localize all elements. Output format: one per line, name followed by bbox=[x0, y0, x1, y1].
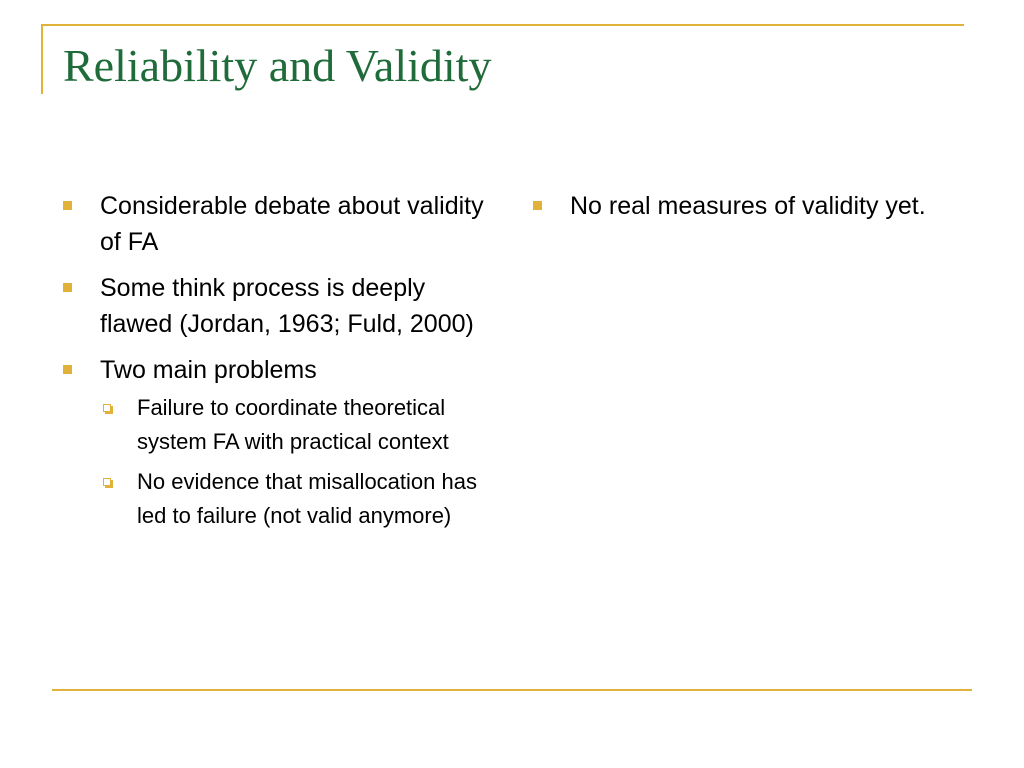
bullet-item bbox=[63, 270, 503, 342]
square-bullet-icon bbox=[533, 201, 542, 210]
right-bullet-list bbox=[533, 188, 973, 234]
sub-bullet-item bbox=[100, 391, 503, 459]
bottom-divider bbox=[52, 689, 972, 691]
left-divider bbox=[41, 24, 43, 94]
bullet-text: Two main problems bbox=[100, 356, 317, 384]
top-divider bbox=[41, 24, 964, 26]
bullet-item bbox=[63, 188, 503, 260]
hollow-square-bullet-icon bbox=[103, 404, 111, 412]
square-bullet-icon bbox=[63, 283, 72, 292]
bullet-text: No real measures of validity yet. bbox=[570, 192, 926, 220]
square-bullet-icon bbox=[63, 365, 72, 374]
bullet-item bbox=[63, 352, 503, 533]
sub-bullet-list bbox=[100, 391, 503, 533]
sub-bullet-text: No evidence that misallocation has led to failure (not valid anymore) bbox=[137, 469, 477, 528]
sub-bullet-text: Failure to coordinate theoretical system FA with practical context bbox=[137, 395, 449, 454]
sub-bullet-item bbox=[100, 465, 503, 533]
bullet-item bbox=[533, 188, 973, 224]
square-bullet-icon bbox=[63, 201, 72, 210]
hollow-square-bullet-icon bbox=[103, 478, 111, 486]
left-bullet-list bbox=[63, 188, 503, 543]
bullet-text: Some think process is deeply flawed (Jordan, 1963; Fuld, 2000) bbox=[100, 274, 474, 338]
bullet-text: Considerable debate about validity of FA bbox=[100, 192, 484, 256]
slide-title: Reliability and Validity bbox=[63, 40, 492, 91]
